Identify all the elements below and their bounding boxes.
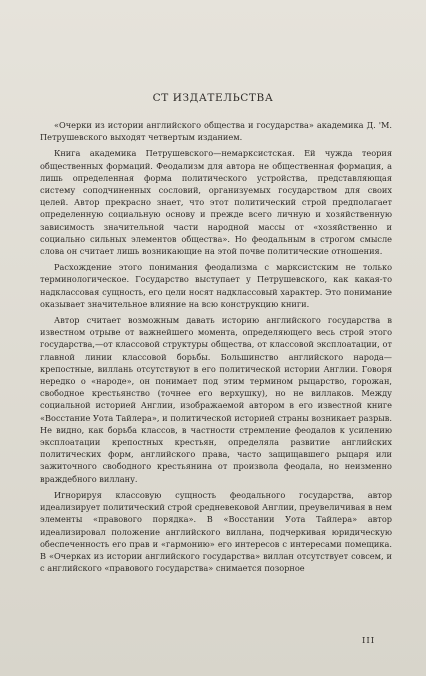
paragraph: Автор считает возможным давать историю английского государства в известном отрыве от важнейшего момента, определяющего весь строй этого государства,—от классовой структуры общества, от классовой эксплоатации, от главной линии классовой борьбы. Большинство английского народа—крепостные, виллань отсутствуют в его политической истории Англии. Говоря нередко о «народе», он понимает под этим термином рыцарство, горожан, свободное крестьянство (точнее его верхушку), но не виллаков. Между социальной историей Англии, изображаемой автором в его известной книге «Восстание Уота Тайлера», и политической историей страны возникает разрыв. Не видно, как борьба классов, в частности стремление феодалов к усилению эксплоатации крепостных крестьян, определяла развитие английских политических форм, английского права, часто защищавшего рыцаря или зажиточного свободного крестьянина от произвола феодала, но неизменно враждебного виллану. bbox=[40, 315, 392, 484]
page-number: III bbox=[362, 636, 376, 646]
paragraph: «Очерки из истории английского общества и государства» академика Д. 'М. Петрушевского выходят четвертым изданием. bbox=[40, 120, 392, 143]
body-text bbox=[40, 119, 392, 578]
paragraph: Расхождение этого понимания феодализма с марксистским не только терминологическое. Государство выступает у Петрушевского, как какая-то надклассовая сущность, его цели носят надклассовый характер. Это понимание оказывает значительное влияние на всю конструкцию книги. bbox=[40, 262, 392, 309]
page-heading: СТ ИЗДАТЕЛЬСТВА bbox=[152, 92, 274, 104]
paragraph: Игнорируя классовую сущность феодального государства, автор идеализирует политический строй средневековой Англии, преувеличивая в нем элементы «правового порядка». В «Восстании Уота Тайлера» автор идеализировал положение английского виллана, подчеркивая юридическую обеспеченность его прав и «гармонию» его интересов с интересами помещика. В «Очерках из истории английского государства» виллан отсутствует совсем, и с английского «правового государства» снимается позорное bbox=[40, 489, 392, 574]
paragraph: Книга академика Петрушевского—немарксистская. Ей чужда теория общественных формаций. Феодализм для автора не общественная формация, а лишь определенная форма политического устройства, представляющая систему соподчиненных сословий, организуемых государством для своих целей. Автор прекрасно знает, что этот политический строй предполагает определенную социальную основу и прежде всего личную и хозяйственную зависимость значительной части народной массы от «хозяйственно и социально сильных элементов общества». Но феодальным в строгом смысле слова он считает лишь возникающие на этой почве политические отношения. bbox=[40, 148, 392, 257]
